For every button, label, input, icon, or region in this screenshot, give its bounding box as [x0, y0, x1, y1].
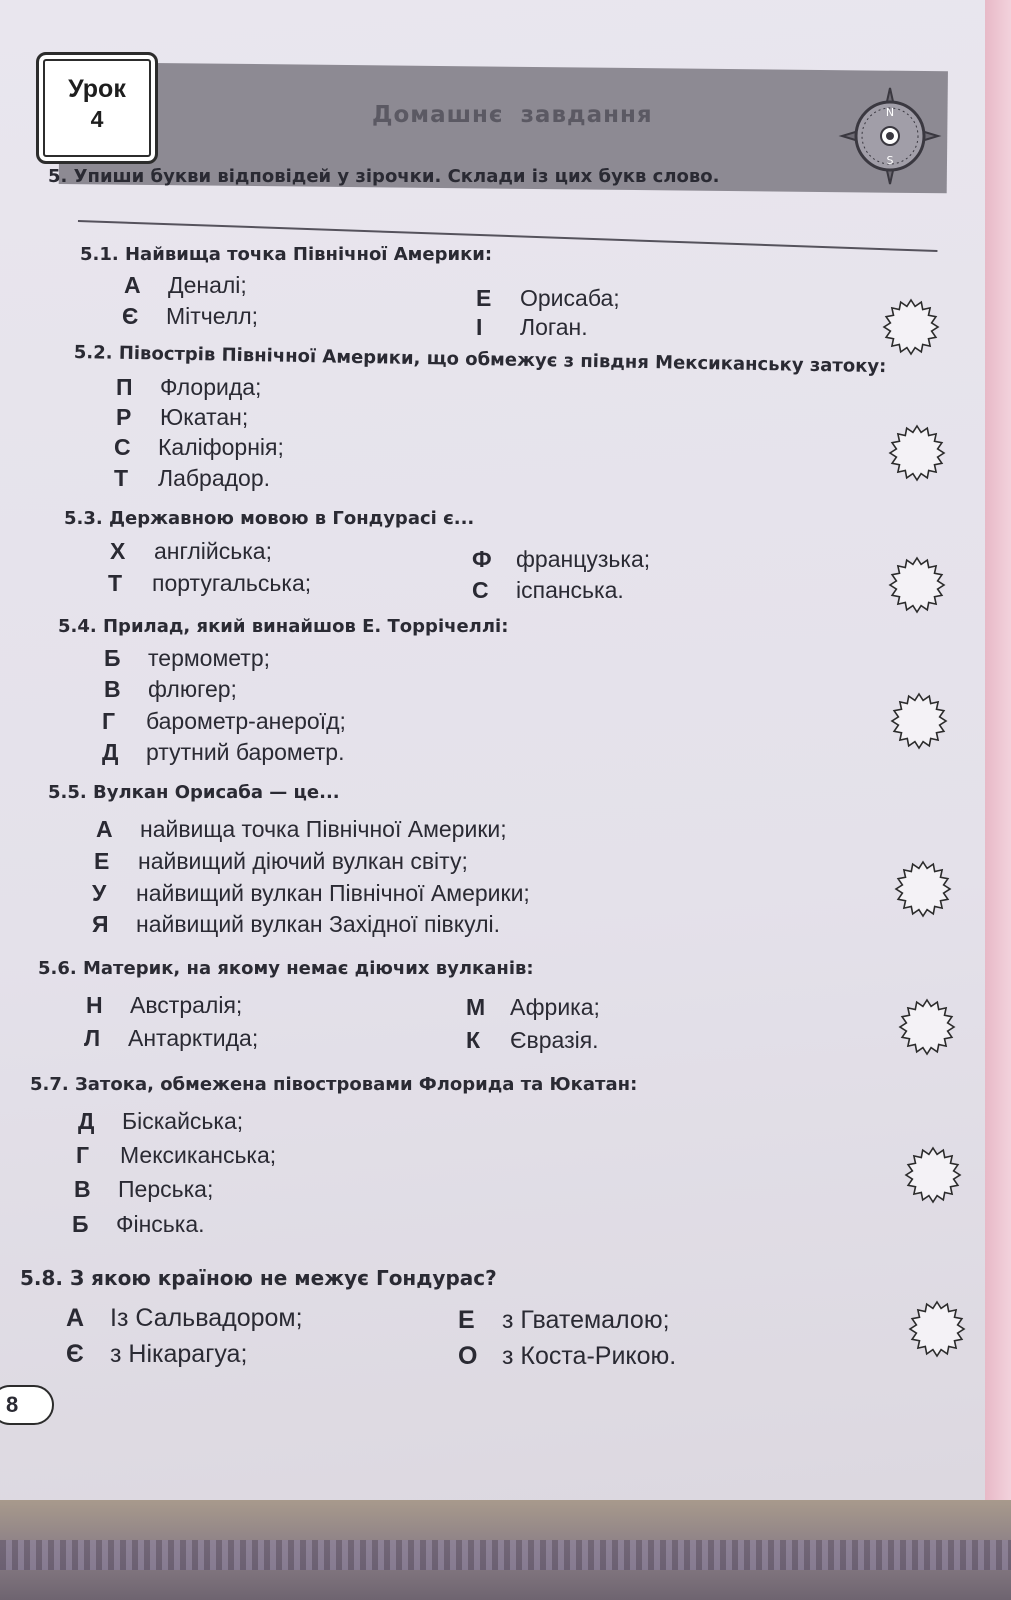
question-head: 5.3. Державною мовою в Гондурасі є... [64, 508, 475, 529]
option-text: з Нікарагуа; [110, 1340, 248, 1368]
option-text: Біскайська; [122, 1108, 244, 1134]
option-letter: С [472, 577, 489, 603]
option-letter: Е [94, 848, 110, 874]
option [116, 404, 248, 431]
page-number: 8 [0, 1385, 54, 1425]
option-text: флюгер; [148, 676, 237, 702]
option-letter: Е [458, 1306, 475, 1334]
answer-star-icon[interactable] [908, 1300, 966, 1358]
option-letter: В [74, 1176, 91, 1202]
option-text: Лабрадор. [158, 465, 271, 491]
option-letter: Р [116, 404, 132, 430]
option-text: Орисаба; [520, 285, 620, 311]
answer-star-icon[interactable] [888, 424, 946, 482]
question-head: 5.7. Затока, обмежена півостровами Флорида та Юкатан: [30, 1074, 638, 1095]
option-letter: Д [78, 1108, 95, 1134]
option-letter: А [66, 1304, 85, 1332]
answer-star-icon[interactable] [898, 998, 956, 1056]
option [108, 570, 311, 597]
option-letter: Я [92, 911, 109, 937]
option [466, 994, 600, 1021]
option [104, 676, 237, 703]
option-text: найвища точка Північної Америки; [140, 816, 507, 842]
option [84, 1025, 258, 1052]
answer-star-icon[interactable] [894, 860, 952, 918]
option [66, 1304, 303, 1333]
option-text: найвищий вулкан Північної Америки; [136, 880, 530, 906]
option-text: іспанська. [516, 577, 624, 603]
option-text: Логан. [520, 314, 588, 340]
compass-icon [838, 84, 942, 188]
question-head: 5.1. Найвища точка Північної Америки: [80, 244, 493, 265]
option-letter: Б [104, 645, 121, 671]
option-text: найвищий діючий вулкан світу; [138, 848, 468, 874]
option-text: Антарктида; [128, 1025, 259, 1051]
question-head: 5.2. Півострів Північної Америки, що обмежує з півдня Мексиканську затоку: [73, 342, 887, 378]
answer-star-icon[interactable] [890, 692, 948, 750]
option-text: Перська; [118, 1176, 214, 1202]
option-text: Із Сальвадором; [110, 1304, 303, 1332]
option [102, 708, 346, 735]
option-letter: Є [66, 1340, 84, 1368]
option [96, 816, 507, 843]
option-letter: Л [84, 1025, 101, 1051]
option-letter: О [458, 1342, 478, 1370]
background-edge [985, 0, 1011, 1500]
option [466, 1027, 599, 1054]
option [110, 538, 272, 565]
option-letter: Д [102, 739, 119, 765]
option-text: Флорида; [160, 374, 262, 400]
option-letter: В [104, 676, 121, 702]
option [94, 848, 468, 875]
option-letter: Е [476, 285, 492, 311]
option-letter: К [466, 1027, 481, 1053]
table-cloth [0, 1540, 1011, 1570]
option-letter: С [114, 434, 131, 460]
option-letter: У [92, 880, 107, 906]
option [76, 1142, 276, 1169]
option-text: Африка; [510, 994, 600, 1020]
option-letter: Г [76, 1142, 90, 1168]
option-letter: М [466, 994, 486, 1020]
option [102, 739, 344, 766]
option [66, 1340, 247, 1369]
option-text: ртутний барометр. [146, 739, 345, 765]
answer-star-icon[interactable] [888, 556, 946, 614]
option-text: барометр-анероїд; [146, 708, 346, 734]
option-text: французька; [516, 546, 651, 572]
option [114, 434, 284, 461]
option [72, 1211, 205, 1238]
option [114, 465, 270, 492]
option-text: англійська; [154, 538, 272, 564]
compass-north-label: N [885, 106, 895, 119]
option-letter: Г [102, 708, 116, 734]
option-letter: П [116, 374, 133, 400]
option-text: Фінська. [116, 1211, 205, 1237]
question-head: 5.5. Вулкан Орисаба — це... [48, 782, 340, 803]
option-text: Мексиканська; [120, 1142, 277, 1168]
option-letter: Т [108, 570, 123, 596]
option-text: Деналі; [168, 272, 247, 298]
option [104, 645, 270, 672]
option-text: португальська; [152, 570, 312, 596]
option-letter: Є [122, 303, 139, 329]
option-text: Каліфорнія; [158, 434, 284, 460]
option [92, 880, 530, 907]
option [458, 1306, 670, 1335]
question-head: 5.4. Прилад, який винайшов Е. Торрічеллі: [58, 616, 509, 637]
option-text: Мітчелл; [166, 303, 259, 329]
option-letter: А [124, 272, 141, 298]
option-letter: Т [114, 465, 129, 491]
lesson-word: Урок [68, 75, 126, 103]
option-letter: А [96, 816, 113, 842]
lesson-badge [36, 52, 158, 164]
option-text: Євразія. [510, 1027, 599, 1053]
option [74, 1176, 213, 1203]
answer-star-icon[interactable] [904, 1146, 962, 1204]
task-title: 5. Упиши букви відповідей у зірочки. Склади із цих букв слово. [48, 166, 720, 187]
option [116, 374, 261, 401]
option-letter: Н [86, 992, 103, 1018]
option [458, 1342, 676, 1371]
option-text: Юкатан; [160, 404, 249, 430]
compass-south-label: S [886, 154, 894, 167]
option [78, 1108, 243, 1135]
lesson-number: 4 [90, 106, 104, 132]
option-letter: Ф [472, 546, 492, 572]
option-letter: Х [110, 538, 126, 564]
option [476, 285, 620, 312]
question-head: 5.8. З якою країною не межує Гондурас? [20, 1266, 497, 1290]
question-head: 5.6. Материк, на якому немає діючих вулканів: [38, 958, 534, 979]
option-text: термометр; [148, 645, 271, 671]
option-text: з Коста-Рикою. [502, 1342, 677, 1370]
option [124, 272, 247, 299]
option-text: з Гватемалою; [502, 1306, 670, 1334]
option [86, 992, 242, 1019]
option [472, 577, 624, 604]
page-title: Домашнє завдання [372, 102, 653, 128]
option-text: найвищий вулкан Західної півкулі. [136, 911, 501, 937]
option [92, 911, 500, 938]
option-letter: І [476, 314, 483, 340]
option [122, 303, 258, 330]
option-text: Австралія; [130, 992, 243, 1018]
answer-star-icon[interactable] [882, 298, 940, 356]
option [472, 546, 650, 573]
option-letter: Б [72, 1211, 89, 1237]
option [476, 314, 588, 341]
